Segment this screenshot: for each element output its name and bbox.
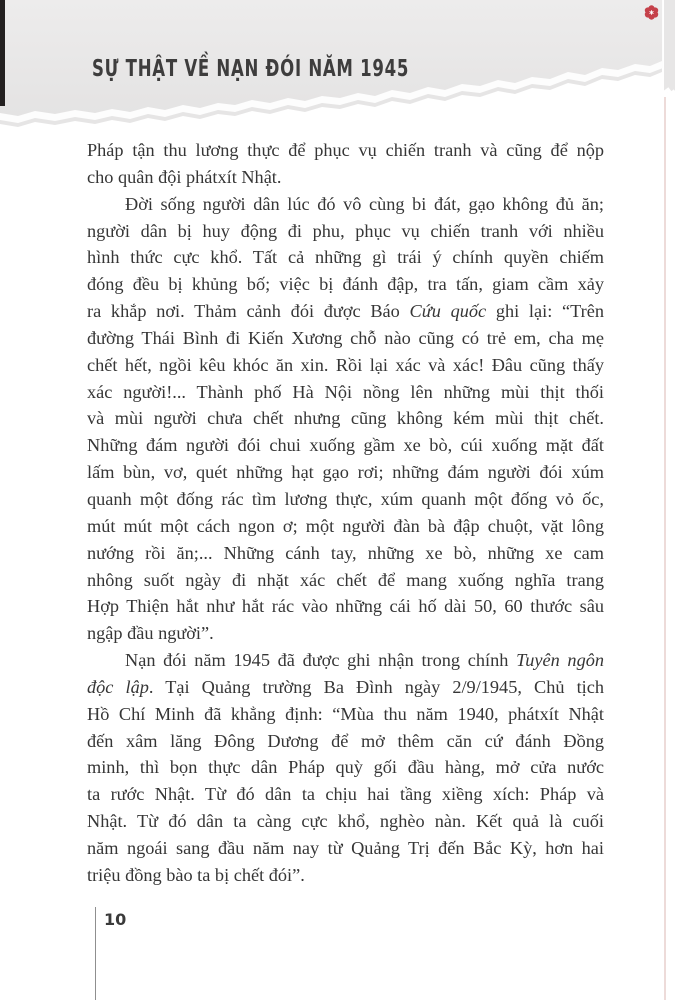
paragraph: [87, 647, 604, 889]
text-line: người dân bị huy động đi phu, phục vụ chiến tranh với nhiều: [87, 220, 604, 241]
text-line: đến xâm lăng Đông Dương để mở thêm căn cứ đánh Đồng: [87, 730, 604, 751]
text-line: Những đám người đói chui xuống gầm xe bò, cúi xuống mặt đất: [87, 435, 604, 456]
text-line: Nạn đói năm 1945 đã được ghi nhận trong chính Tuyên ngôn: [125, 650, 604, 671]
text-line: xác người!... Thành phố Hà Nội nồng lên những mùi thịt thối: [87, 381, 604, 402]
text-line: Đời sống người dân lúc đó vô cùng bi đát, gạo không đủ ăn;: [125, 193, 604, 214]
text-line: minh, thì bọn thực dân Pháp quỳ gối đầu hàng, mở cửa nước: [87, 757, 604, 778]
text-line: độc lập. Tại Quảng trường Ba Đình ngày 2/9/1945, Chủ tịch: [87, 676, 604, 697]
red-flower-icon: [644, 5, 659, 20]
spine-strip: [0, 0, 5, 106]
text-line: mút mút một cách ngon ơ; một người đàn bà đập chuột, vặt lông: [87, 515, 604, 536]
text-line: Hợp Thiện hắt như hắt rác vào những cái hố dài 50, 60 thước sâu: [87, 596, 604, 617]
text-line: ta rước Nhật. Từ đó dân ta chịu hai tầng xiềng xích: Pháp và: [87, 784, 604, 805]
text-line: ra khắp nơi. Thảm cảnh đói được Báo Cứu quốc ghi lại: “Trên: [87, 301, 605, 322]
paragraph: [87, 137, 604, 191]
text-line: Nhật. Từ đó dân ta càng cực khổ, nghèo nàn. Kết quả là cuối: [87, 811, 604, 832]
text-line: chết hết, ngồi kêu khóc ăn xin. Rồi lại xác và xác! Đâu cũng thấy: [87, 354, 604, 375]
running-title: SỰ THẬT VỀ NẠN ĐÓI NĂM 1945: [92, 56, 410, 82]
paragraph: [87, 191, 604, 647]
text-line: năm ngoái sang đầu năm nay từ Quảng Trị đến Bắc Kỳ, hơn hai: [87, 837, 604, 858]
text-line: nhông suốt ngày đi nhặt xác chết để mang xuống nghĩa trang: [87, 569, 604, 590]
text-line: đóng đều bị khủng bố; việc bị đánh đập, tra tấn, giam cầm xảy: [87, 274, 604, 295]
text-line: đường Thái Bình đi Kiến Xương chỗ nào cũng có trẻ em, cha mẹ: [87, 327, 604, 348]
text-line: triệu đồng bào ta bị chết đói”.: [87, 864, 305, 885]
page-edge-line: [664, 97, 666, 1000]
text-line: và mùi người chưa chết nhưng cũng không kém mùi thịt chết.: [87, 408, 604, 429]
text-line: Pháp tận thu lương thực để phục vụ chiến tranh và cũng để nộp: [87, 140, 604, 160]
text-line: Hồ Chí Minh đã khẳng định: “Mùa thu năm 1940, phátxít Nhật: [87, 703, 604, 724]
text-line: quanh một đống rác tìm lương thực, xúm quanh một đống vỏ ốc,: [87, 488, 604, 509]
text-line: lấm bùn, vơ, quét những hạt gạo rơi; những đám người đói xúm: [87, 462, 604, 483]
text-line: ngập đầu người”.: [87, 623, 214, 644]
page-number: 10: [104, 910, 127, 929]
text-line: nướng rồi ăn;... Những cánh tay, những xe bò, những xe cam: [87, 542, 604, 563]
text-line: hình thức cực khổ. Tất cả những gì trái ý chính quyền chiếm: [87, 247, 604, 268]
text-line: cho quân đội phátxít Nhật.: [87, 166, 282, 187]
folio-rule: [95, 907, 96, 1000]
page-edge-strip: [664, 0, 675, 93]
body-text: [87, 137, 604, 889]
